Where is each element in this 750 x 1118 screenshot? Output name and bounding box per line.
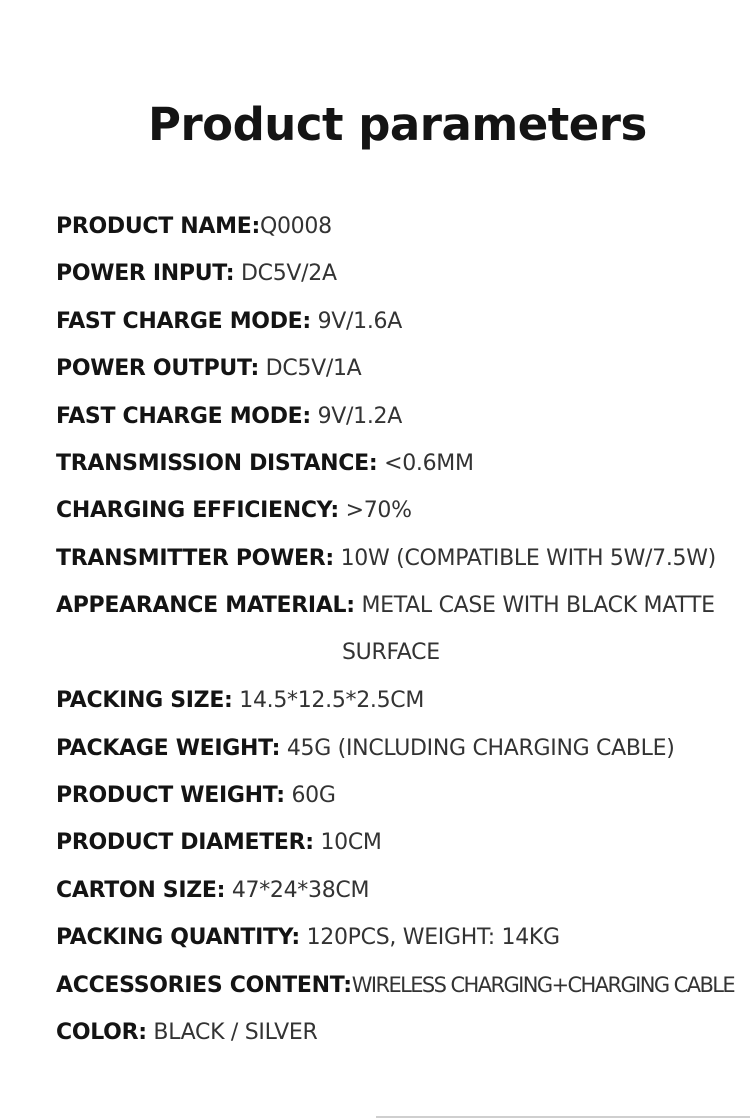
spec-row-fast-charge-mode-input [56,303,746,350]
spec-label: PACKING SIZE: [56,688,233,714]
spec-row-product-diameter [56,824,746,871]
spec-row-color [56,1014,746,1061]
spec-value: BLACK / SILVER [146,1019,318,1045]
spec-label: FAST CHARGE MODE: [56,403,311,429]
spec-row-product-weight [56,777,746,824]
spec-value: 14.5*12.5*2.5CM [232,688,425,714]
spec-label: TRANSMITTER POWER: [56,545,334,571]
spec-row-transmitter-power [56,540,746,587]
spec-value: 47*24*38CM [225,877,370,903]
page-title: Product parameters [148,98,647,151]
spec-label: POWER INPUT: [56,261,235,287]
spec-row-product-name [56,208,746,255]
spec-label: ACCESSORIES CONTENT: [56,973,352,999]
spec-label: PRODUCT NAME: [56,214,260,239]
spec-label: APPEARANCE MATERIAL: [56,593,355,619]
spec-value: 10W (COMPATIBLE WITH 5W/7.5W) [333,545,716,571]
spec-label: FAST CHARGE MODE: [56,308,311,334]
spec-value: 10CM [313,830,382,856]
spec-list [56,208,746,1061]
spec-label: PRODUCT WEIGHT: [56,782,285,808]
spec-row-power-input [56,255,746,302]
spec-row-appearance-material [56,587,746,682]
spec-row-accessories-content [56,966,746,1013]
spec-label: CARTON SIZE: [56,877,226,903]
spec-value: Q0008 [259,214,332,239]
spec-value-continued: SURFACE [342,640,440,666]
spec-value: 60G [284,782,336,808]
spec-value: 9V/1.6A [310,308,402,334]
spec-value: METAL CASE WITH BLACK MATTE [354,593,715,619]
spec-label: TRANSMISSION DISTANCE: [56,450,378,476]
spec-label: PACKING QUANTITY: [56,925,300,951]
spec-label: PACKAGE WEIGHT: [56,735,281,761]
spec-row-power-output [56,350,746,397]
spec-label: PRODUCT DIAMETER: [56,830,314,856]
spec-row-transmission-distance [56,445,746,492]
spec-value: >70% [338,498,412,524]
spec-row-fast-charge-mode-output [56,398,746,445]
spec-value: 45G (INCLUDING CHARGING CABLE) [280,735,675,761]
spec-value: <0.6MM [377,450,474,476]
spec-row-charging-efficiency [56,492,746,539]
spec-row-packing-quantity [56,919,746,966]
spec-label: POWER OUTPUT: [56,356,259,382]
spec-row-packing-size [56,682,746,729]
spec-label: CHARGING EFFICIENCY: [56,498,339,524]
spec-label: COLOR: [56,1019,147,1045]
spec-value: 9V/1.2A [310,403,402,429]
spec-value: DC5V/1A [258,356,362,382]
spec-value: WIRELESS CHARGING+CHARGING CABLE [351,973,735,998]
spec-row-carton-size [56,872,746,919]
spec-value: 120PCS, WEIGHT: 14KG [299,925,560,951]
spec-row-package-weight [56,730,746,777]
spec-value: DC5V/2A [234,261,337,287]
